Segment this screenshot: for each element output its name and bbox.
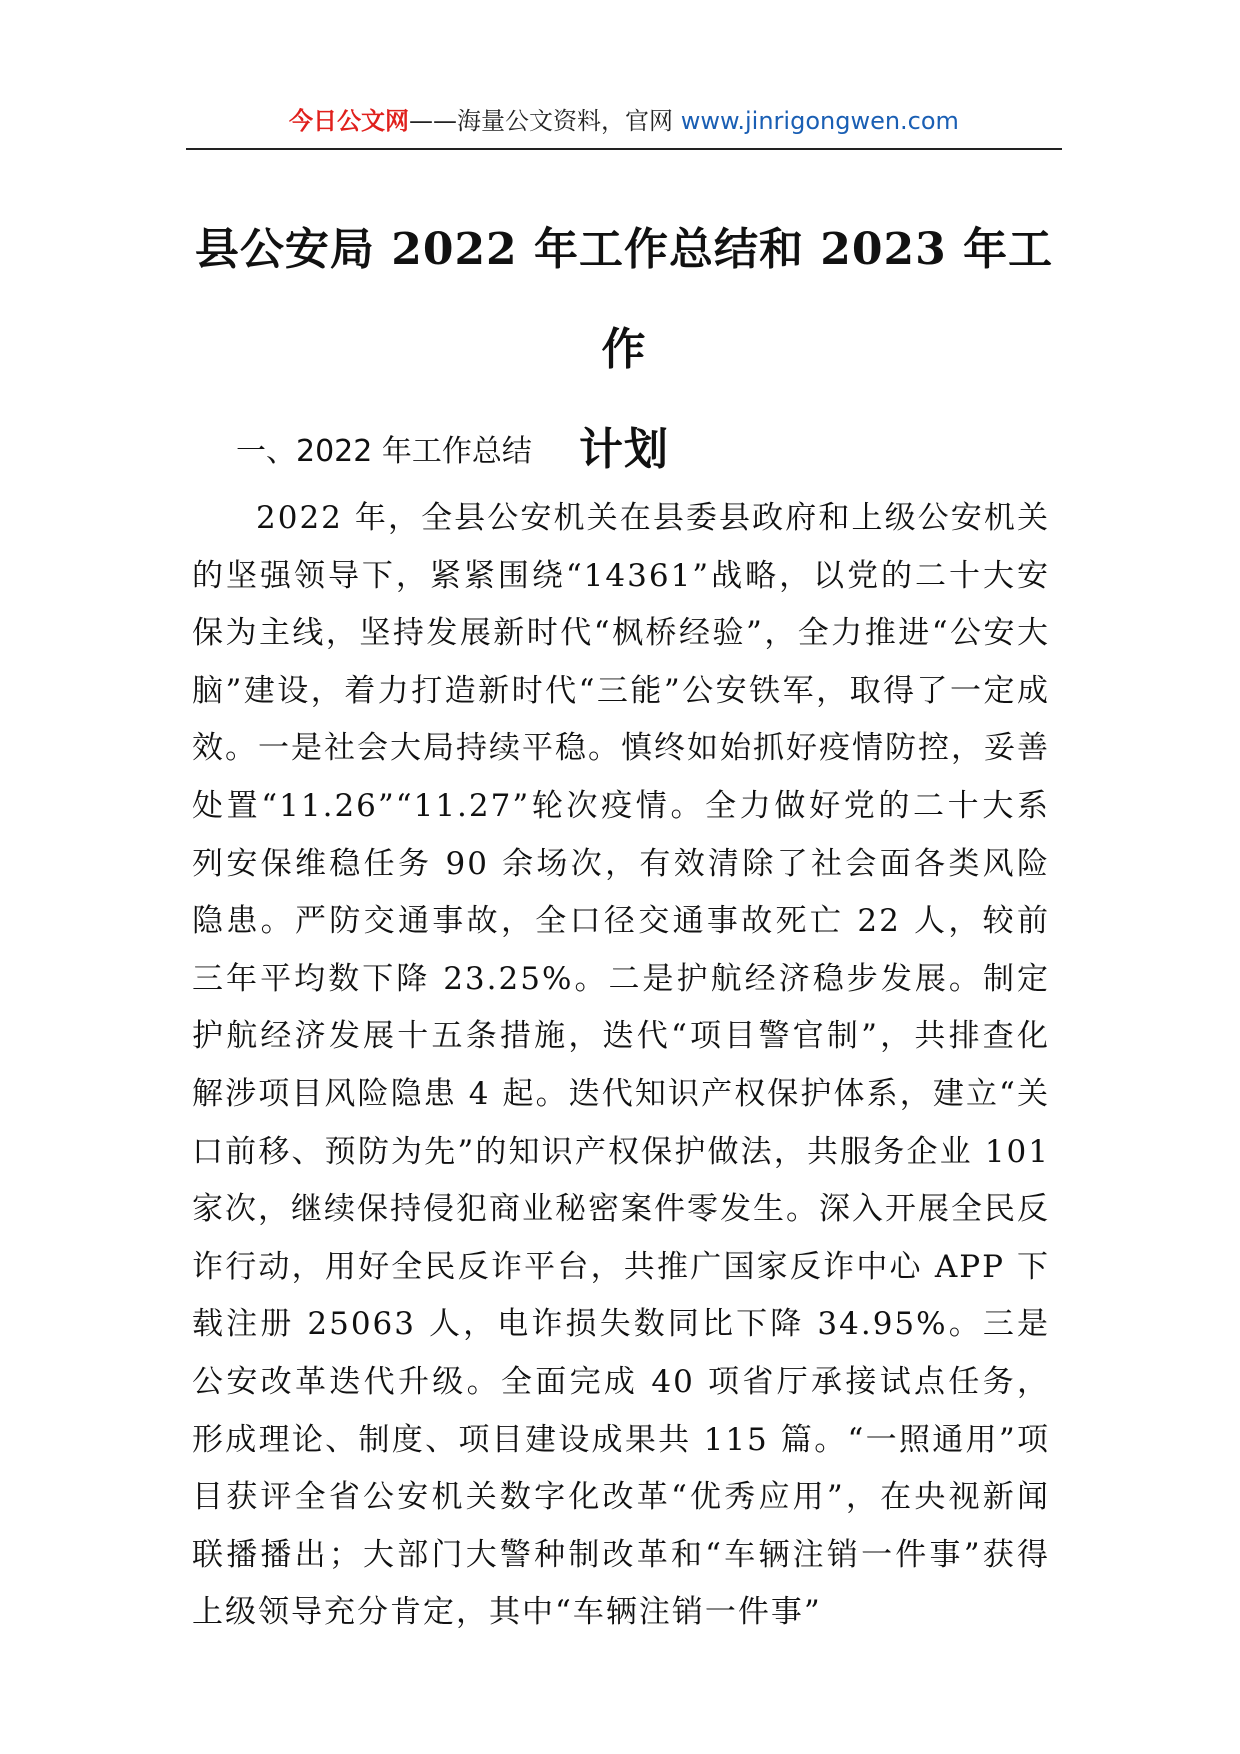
page-header — [186, 104, 1062, 138]
title-line-2: 计划 — [579, 424, 669, 475]
title-line-1: 县公安局 2022 年工作总结和 2023 年工作 — [194, 224, 1054, 375]
section-heading: 一、2022 年工作总结 — [236, 434, 532, 469]
header-divider — [186, 148, 1062, 150]
brand-name[interactable]: 今日公文网 — [289, 107, 410, 135]
header-tagline: ——海量公文资料，官网 — [409, 107, 681, 135]
website-link[interactable]: www.jinrigongwen.com — [680, 107, 959, 135]
body-paragraph: 2022 年，全县公安机关在县委县政府和上级公安机关的坚强领导下，紧紧围绕“14361”战略，以党的二十大安保为主线，坚持发展新时代“枫桥经验”，全力推进“公安大脑”建设，着力打造新时代“三能”公安铁军，取得了一定成效。一是社会大局持续平稳。慎终如始抓好疫情防控，妥善处置“11.26”“11.27”轮次疫情。全力做好党的二十大系列安保维稳任务 90 余场次，有效清除了社会面各类风险隐患。严防交通事故，全口径交通事故死亡 22 人，较前三年平均数下降 23.25%。二是护航经济稳步发展。制定护航经济发展十五条措施，迭代“项目警官制”，共排查化解涉项目风险隐患 4 起。迭代知识产权保护体系，建立“关口前移、预防为先”的知识产权保护做法，共服务企业 101 家次，继续保持侵犯商业秘密案件零发生。深入开展全民反诈行动，用好全民反诈平台，共推广国家反诈中心 APP 下载注册 25063 人，电诈损失数同比下降 34.95%。三是公安改革迭代升级。全面完成 40 项省厅承接试点任务，形成理论、制度、项目建设成果共 115 篇。“一照通用”项目获评全省公安机关数字化改革“优秀应用”，在央视新闻联播播出；大部门大警种制改革和“车辆注销一件事”获得上级领导充分肯定，其中“车辆注销一件事” — [192, 500, 1050, 1631]
